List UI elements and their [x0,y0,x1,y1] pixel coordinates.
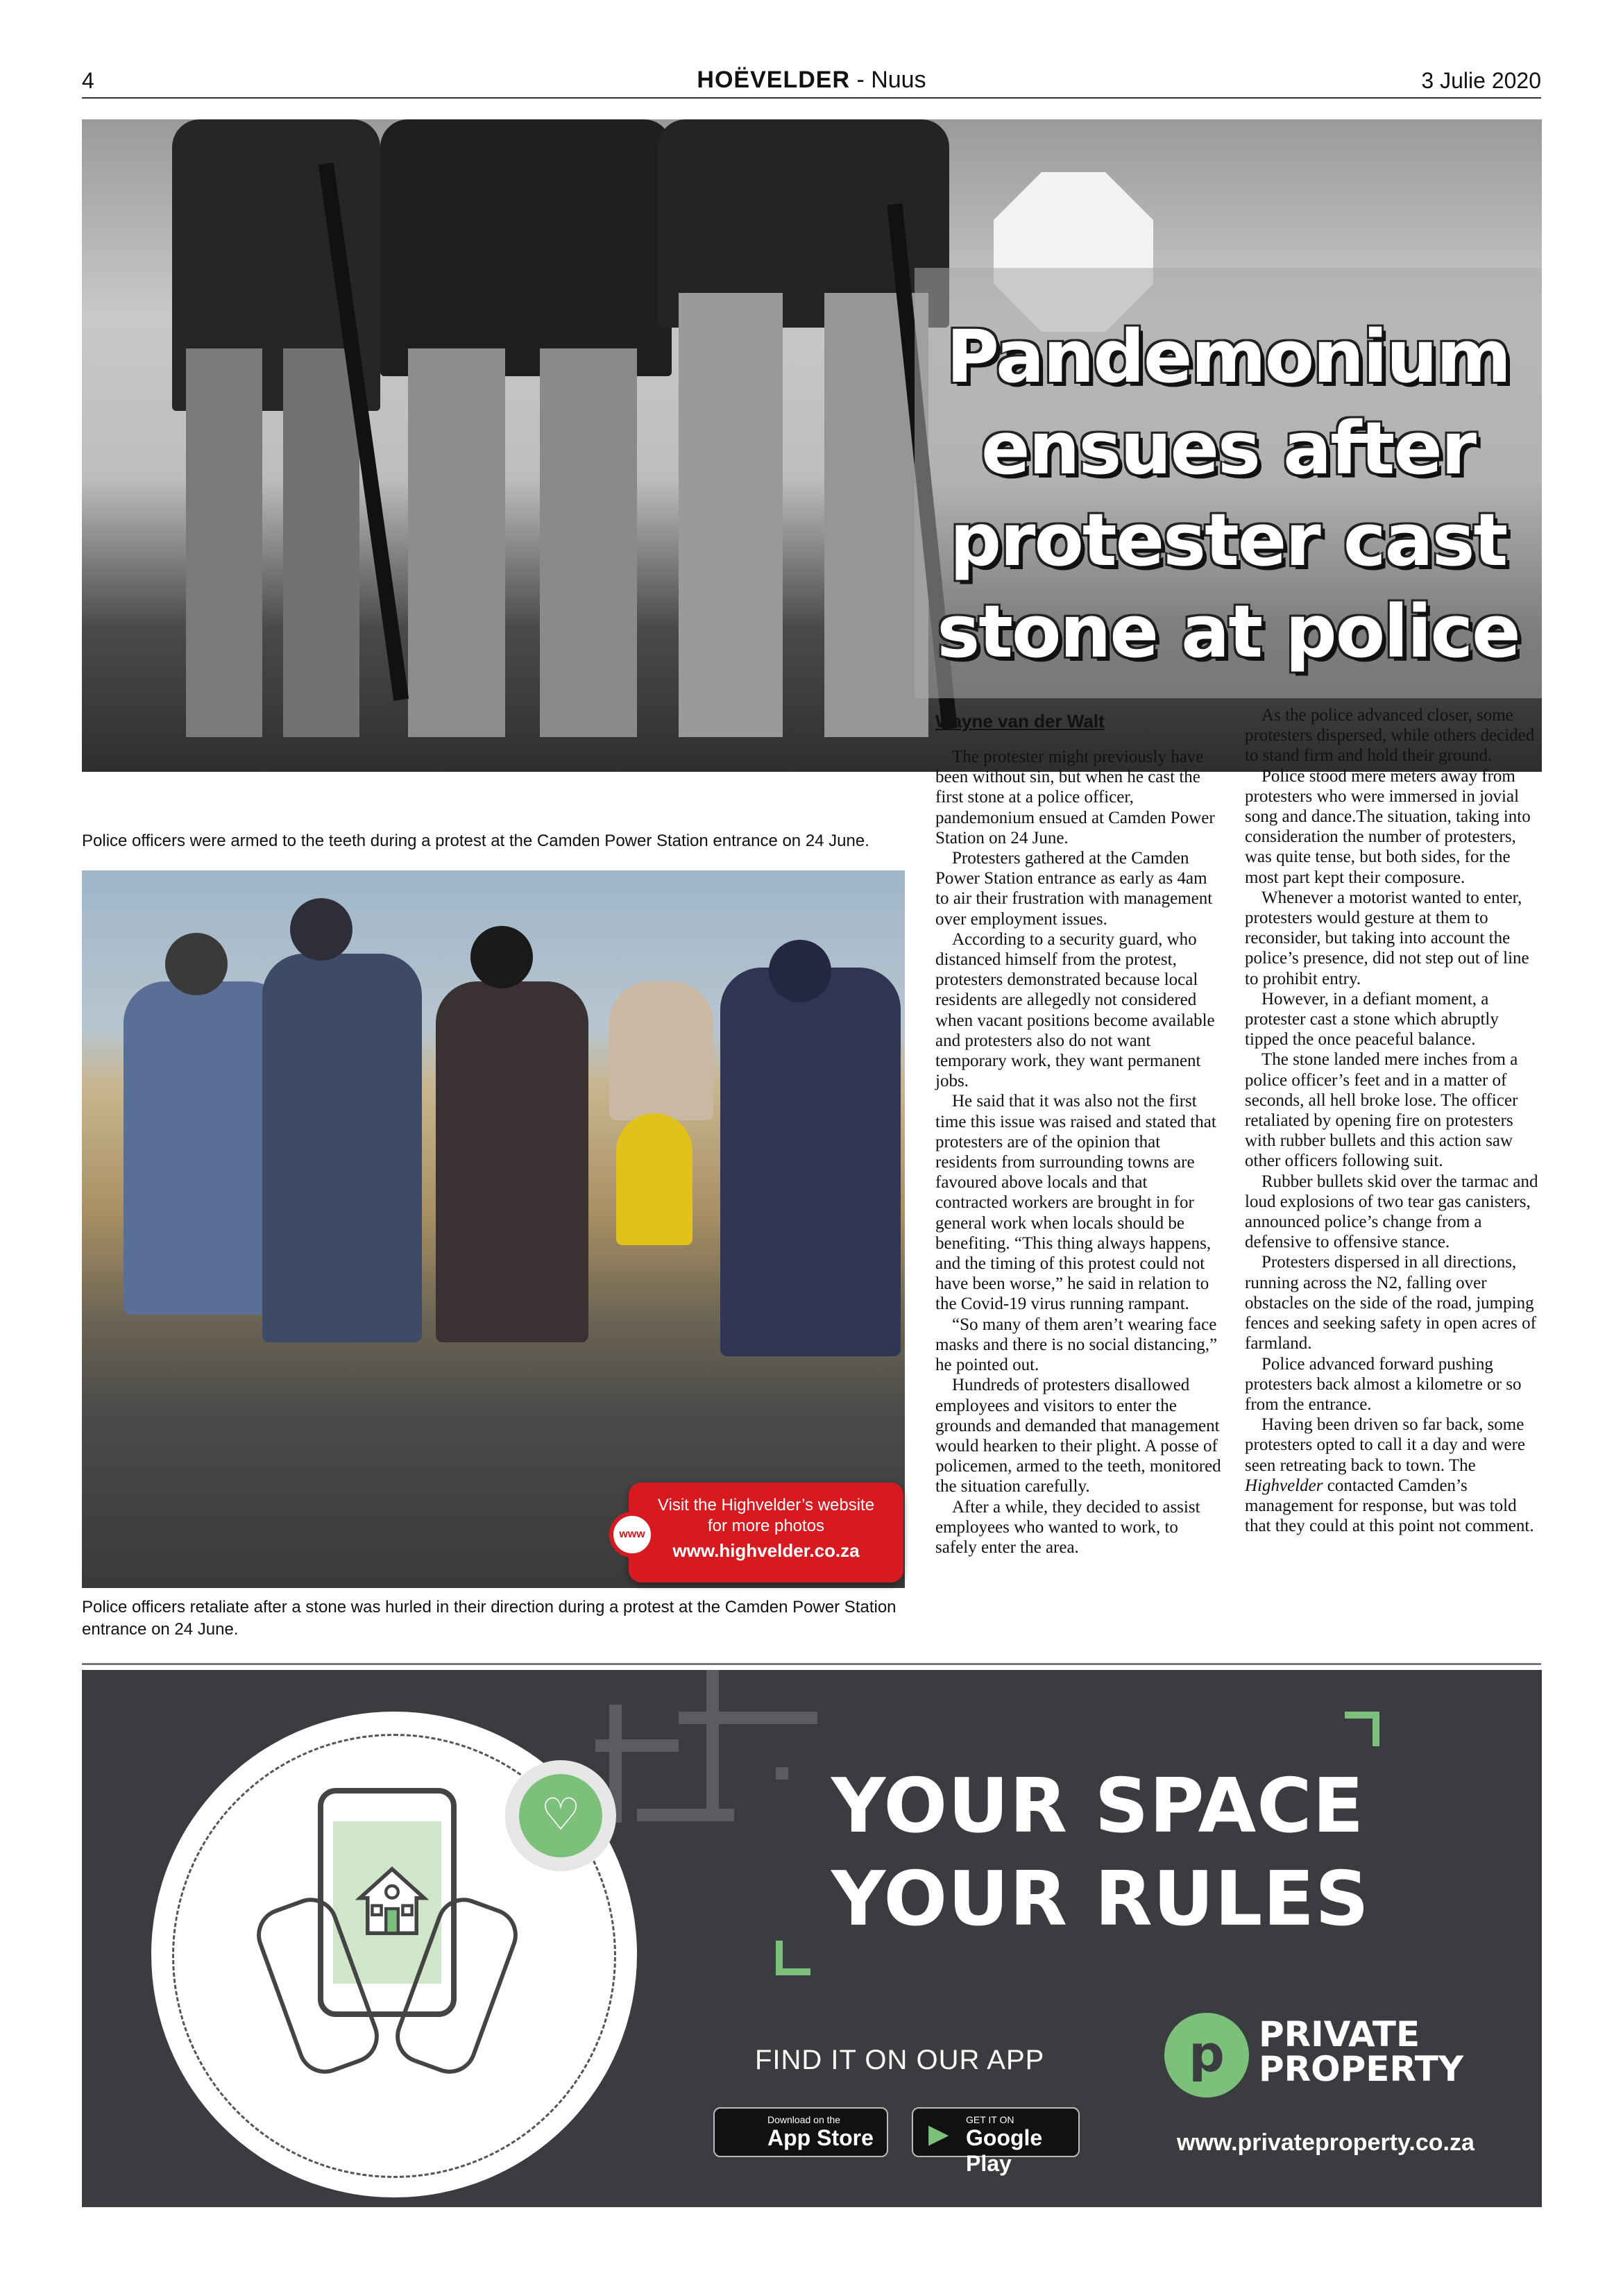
paragraph-text: The [1448,1455,1476,1475]
photo2-caption: Police officers retaliate after a stone was hurled in their direction during a protest at the Camden Power Station entrance on 24 June. [82,1598,897,1639]
ad-headline [831,1760,1456,1946]
play-icon: ▶ [928,2120,949,2149]
ad-headline-line1: YOUR SPACE [831,1763,1365,1850]
masthead-title: HOËVELDER [697,67,850,93]
paragraph: “So many of them aren’t wearing face masks and there is no social distancing,” he pointed out. [935,1315,1218,1375]
google-play-button[interactable] [912,2107,1080,2176]
publication-name: Highvelder [1245,1476,1323,1495]
masthead [0,67,1623,94]
photo1-caption: Police officers were armed to the teeth during a protest at the Camden Power Station entrance on 24 June. [82,832,869,850]
brand-url[interactable]: www.privateproperty.co.za [1177,2129,1475,2156]
paragraph: He said that it was also not the first time this issue was raised and stated that protesters are of the opinion that residents from surrounding towns are favoured above locals and that contracted workers are brought in for general work when locals should be benefiting. “This thing always happens, and the timing of this protest could not have been worse,” he said in relation to the Covid-19 virus running rampant. [935,1092,1216,1314]
paragraph: The stone landed mere inches from a police officer’s feet and in a matter of seconds, all hell broke lose. The officer retaliated by opening fire on protesters with rubber bullets and this action saw other officers following suit. [1245,1050,1518,1171]
private-property-logo-icon: p [1164,2013,1249,2097]
paragraph: Hundreds of protesters disallowed employees and visitors to enter the grounds and demanded that management would hearken to their plight. A posse of policemen, armed to the teeth, monitored the situation carefully. [935,1376,1221,1496]
paragraph: Protesters gathered at the Camden Power Station entrance as early as 4am to air their frustration with management over employment issues. [935,849,1213,929]
paragraph: After a while, they decided to assist employees who wanted to work, to safely enter the area. [935,1497,1200,1557]
paragraph: As the police advanced closer, some protesters dispersed, while others decided to stand firm and hold their ground. [1245,706,1535,766]
heart-icon: ♡ [519,1774,602,1857]
ad-headline-line2: YOUR RULES [831,1856,1370,1943]
paragraph: Police stood mere meters away from protesters who were immersed in jovial song and dance.The situation, taking into consideration the number of protesters, was quite tense, but both sides, for the most part kept their composure. [1245,766,1531,887]
page-number: 4 [82,68,94,93]
www-globe-icon: www [609,1512,655,1558]
app-store-small: Download on the [767,2114,841,2125]
paragraph-text: contacted Camden’s management for response, but was told that they could at this point not comment. [1245,1476,1534,1536]
section-divider [82,1663,1541,1665]
paragraph: Protesters dispersed in all directions, running across the N2, falling over obstacles on the side of the road, jumping fences and seeking safety in open acres of farmland. [1245,1253,1536,1353]
brand-name-line1: PRIVATE [1259,2014,1420,2054]
article-headline: Pandemonium ensues after protester cast stone at police [937,314,1520,674]
brand-name [1259,2014,1464,2089]
find-it-on-app: FIND IT ON OUR APP [755,2045,1045,2075]
paragraph: The protester might previously have been without sin, but when he cast the first stone at a police officer, pandemonium ensued at Camden Power Station on 24 June. [935,748,1215,847]
paragraph: However, in a defiant moment, a protester cast a stone which abruptly tipped the once peaceful balance. [1245,989,1499,1049]
paragraph: According to a security guard, who distanced himself from the protest, protesters demonstrated because local residents are allegedly not considered when vacant positions become available and protesters also do not want temporary work, they want permanent jobs. [935,929,1215,1091]
promo-url[interactable]: www.highvelder.co.za [672,1540,860,1561]
corner-bracket-top [1345,1712,1379,1746]
website-promo[interactable] [629,1483,903,1582]
photo-officers-retaliate [82,870,905,1588]
app-store-label: App Store [767,2125,874,2150]
header-rule [82,97,1541,99]
masthead-section: - Nuus [850,67,926,93]
private-property-ad[interactable] [82,1670,1542,2207]
google-play-label: Google Play [966,2125,1043,2176]
promo-line2: for more photos [707,1517,825,1535]
paragraph-text: Having been driven so far back, some protesters opted to call it a day and were seen retreating back to town. [1245,1415,1526,1475]
brand-name-line2: PROPERTY [1259,2049,1464,2089]
article-byline: Wayne van der Walt [935,711,1105,732]
app-store-button[interactable] [713,2107,888,2157]
corner-bracket-bottom [776,1941,810,1975]
paragraph: Whenever a motorist wanted to enter, protesters would gesture at them to reconsider, but taking into account the police’s presence, did not step out of line to prohibit entry. [1245,888,1529,988]
paragraph: Police advanced forward pushing protesters back almost a kilometre or so from the entrance. [1245,1354,1522,1414]
paragraph: Rubber bullets skid over the tarmac and loud explosions of two tear gas canisters, announced police’s change from a defensive to offensive stance. [1245,1172,1538,1252]
heart-bubble [505,1760,616,1871]
promo-line1: Visit the Highvelder’s website [657,1496,875,1514]
paragraph [1245,1415,1543,1536]
article-column-2 [1245,705,1543,1536]
article-column-1 [935,747,1221,1558]
issue-date: 3 Julie 2020 [1421,68,1541,93]
house-icon [354,1863,430,1939]
google-play-small: GET IT ON [966,2114,1014,2125]
